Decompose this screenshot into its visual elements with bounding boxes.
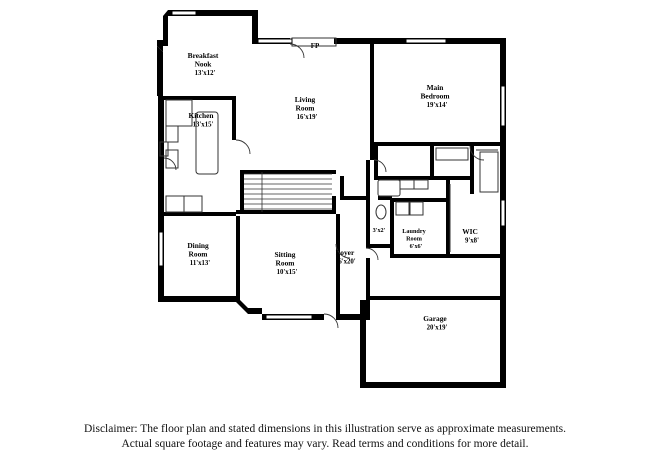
disclaimer <box>0 422 650 452</box>
room-label-breakfast-nook: Breakfast Nook 13'x12' <box>187 51 219 77</box>
room-label-dining-room: Dining Room 11'x13' <box>187 241 211 267</box>
room-label-laundry-room: Laundry Room 6'x6' <box>402 228 426 250</box>
room-labels <box>187 42 481 332</box>
room-label-wic: WIC 9'x8' <box>462 227 479 245</box>
room-label-garage: Garage 20'x19' <box>423 314 448 332</box>
room-label-closet: 3'x2' <box>372 227 386 234</box>
room-label-foyer: Foyer 6'x20' <box>335 248 356 266</box>
fireplace-label: FP <box>310 42 320 50</box>
disclaimer-line-2: Actual square footage and features may vary. Read terms and conditions for more detail. <box>121 438 529 450</box>
room-label-main-bedroom: Main Bedroom 19'x14' <box>420 83 450 109</box>
room-label-kitchen: Kitchen 13'x15' <box>188 111 214 129</box>
interior-walls <box>164 44 506 320</box>
room-label-sitting-room: Sitting Room 10'x15' <box>274 250 298 276</box>
disclaimer-line-1: Disclaimer: The floor plan and stated dimensions in this illustration serve as approximate measurements. <box>83 423 567 435</box>
room-label-living-room: Living Room 16'x19' <box>294 95 318 121</box>
